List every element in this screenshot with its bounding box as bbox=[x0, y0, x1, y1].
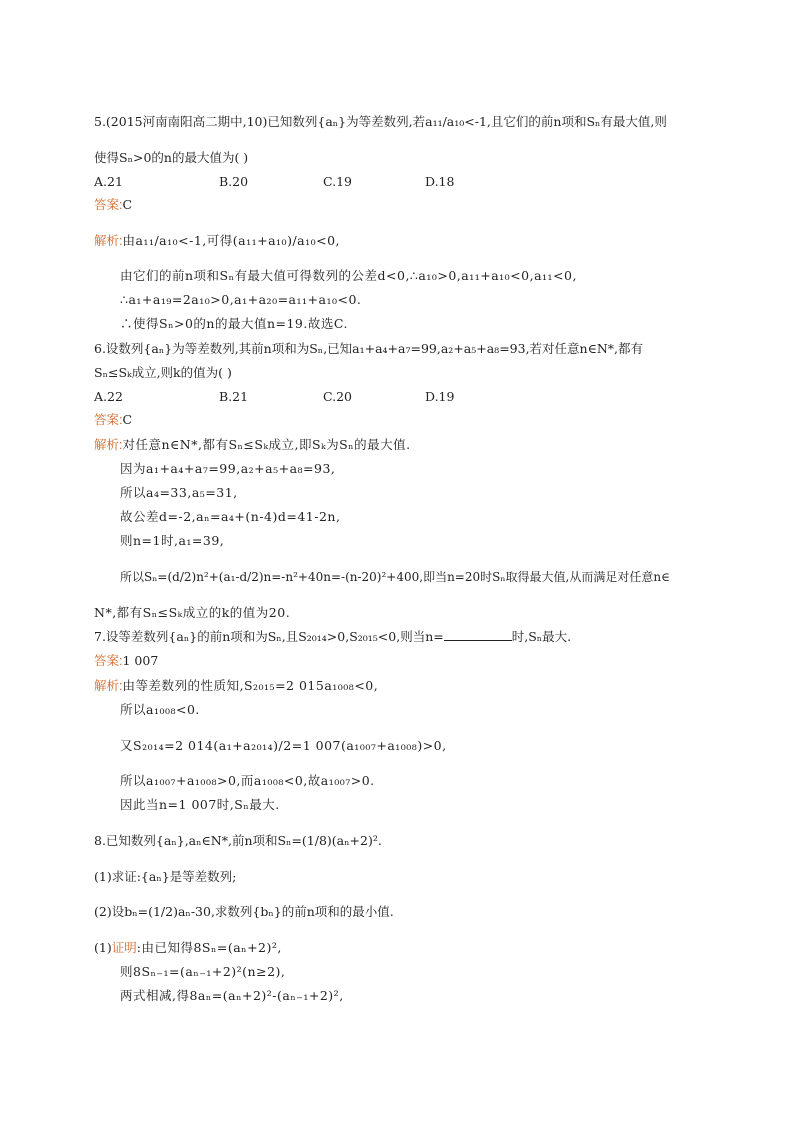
q8-stem: 8.已知数列{aₙ},aₙ∈N*,前n项和Sₙ=(1/8)(aₙ+2)². bbox=[94, 833, 382, 848]
q6-analysis-line7: N*,都有Sₙ≤Sₖ成立的k的值为20. bbox=[94, 605, 291, 620]
q6-analysis-line2: 因为a₁+a₄+a₇=99,a₂+a₅+a₈=93, bbox=[120, 461, 336, 476]
q7-analysis-line3: 又S₂₀₁₄=2 014(a₁+a₂₀₁₄)/2=1 007(a₁₀₀₇+a₁₀₀₈)>0, bbox=[120, 738, 447, 753]
q5-option-a: A.21 bbox=[94, 174, 123, 189]
analysis-label: 解析: bbox=[94, 234, 123, 248]
answer-blank bbox=[444, 628, 512, 641]
answer-value: C bbox=[122, 412, 133, 427]
q6-analysis-line1: 解析:对任意n∈N*,都有Sₙ≤Sₖ成立,即Sₖ为Sₙ的最大值. bbox=[94, 437, 411, 452]
q6-answer bbox=[94, 411, 132, 429]
q6-analysis-line4: 故公差d=-2,aₙ=a₄+(n-4)d=41-2n, bbox=[120, 509, 341, 524]
q8-part1: (1)求证:{aₙ}是等差数列; bbox=[94, 869, 237, 884]
answer-label: 答案: bbox=[94, 413, 123, 427]
q6-option-b: B.21 bbox=[219, 389, 249, 404]
q5-analysis-line3: ∴a₁+a₁₉=2a₁₀>0,a₁+a₂₀=a₁₁+a₁₀<0. bbox=[120, 292, 362, 307]
q5-option-c: C.19 bbox=[323, 174, 352, 189]
q5-analysis-line1: 解析:由a₁₁/a₁₀<-1,可得(a₁₁+a₁₀)/a₁₀<0, bbox=[94, 233, 341, 248]
q8-proof-line1: (1)证明:由已知得8Sₙ=(aₙ+2)², bbox=[94, 940, 282, 955]
q5-stem-line2: 使得Sₙ>0的n的最大值为( ) bbox=[94, 150, 249, 165]
q6-analysis-line3: 所以a₄=33,a₅=31, bbox=[120, 485, 238, 500]
q6-analysis-line5: 则n=1时,a₁=39, bbox=[120, 533, 225, 548]
analysis-label: 解析: bbox=[94, 679, 123, 693]
answer-label: 答案: bbox=[94, 654, 123, 668]
q7-stem: 7.设等差数列{aₙ}的前n项和为Sₙ,且S₂₀₁₄>0,S₂₀₁₅<0,则当n= 时,Sₙ最大. bbox=[94, 629, 572, 644]
proof-label: 证明 bbox=[111, 941, 137, 955]
answer-label: 答案: bbox=[94, 198, 123, 212]
answer-value: C bbox=[122, 197, 133, 212]
q7-analysis-line5: 因此当n=1 007时,Sₙ最大. bbox=[120, 797, 280, 812]
q6-analysis-line6: 所以Sₙ=(d/2)n²+(a₁-d/2)n=-n²+40n=-(n-20)²+400,即当n=20时Sₙ取得最大值,从而满足对任意n∈ bbox=[120, 570, 670, 584]
q7-analysis-line2: 所以a₁₀₀₈<0. bbox=[120, 702, 200, 717]
q5-answer bbox=[94, 196, 132, 214]
q5-analysis-line4: ∴使得Sₙ>0的n的最大值n=19.故选C. bbox=[120, 316, 348, 331]
q7-analysis-line1: 解析:由等差数列的性质知,S₂₀₁₅=2 015a₁₀₀₈<0, bbox=[94, 678, 379, 693]
analysis-label: 解析: bbox=[94, 438, 123, 452]
q7-analysis-line4: 所以a₁₀₀₇+a₁₀₀₈>0,而a₁₀₀₈<0,故a₁₀₀₇>0. bbox=[120, 773, 375, 788]
q6-option-a: A.22 bbox=[94, 389, 123, 404]
q6-stem-line2: Sₙ≤Sₖ成立,则k的值为( ) bbox=[94, 365, 232, 380]
answer-value: 1 007 bbox=[122, 653, 159, 668]
q5-option-b: B.20 bbox=[219, 174, 249, 189]
q5-analysis-line2: 由它们的前n项和Sₙ有最大值可得数列的公差d<0,∴a₁₀>0,a₁₁+a₁₀<0,a₁₁<0, bbox=[120, 268, 577, 283]
q6-option-d: D.19 bbox=[425, 389, 455, 404]
q6-stem-line1: 6.设数列{aₙ}为等差数列,其前n项和为Sₙ,已知a₁+a₄+a₇=99,a₂+a₅+a₈=93,若对任意n∈N*,都有 bbox=[94, 341, 644, 356]
q5-stem-line1: 5.(2015河南南阳高二期中,10)已知数列{aₙ}为等差数列,若a₁₁/a₁₀<-1,且它们的前n项和Sₙ有最大值,则 bbox=[94, 114, 667, 129]
q5-option-d: D.18 bbox=[425, 174, 455, 189]
q8-proof-line3: 两式相减,得8aₙ=(aₙ+2)²-(aₙ₋₁+2)², bbox=[120, 988, 344, 1003]
q8-part2: (2)设bₙ=(1/2)aₙ-30,求数列{bₙ}的前n项和的最小值. bbox=[94, 904, 394, 919]
q7-answer bbox=[94, 652, 158, 670]
q8-proof-line2: 则8Sₙ₋₁=(aₙ₋₁+2)²(n≥2), bbox=[120, 964, 286, 979]
q6-option-c: C.20 bbox=[323, 389, 352, 404]
